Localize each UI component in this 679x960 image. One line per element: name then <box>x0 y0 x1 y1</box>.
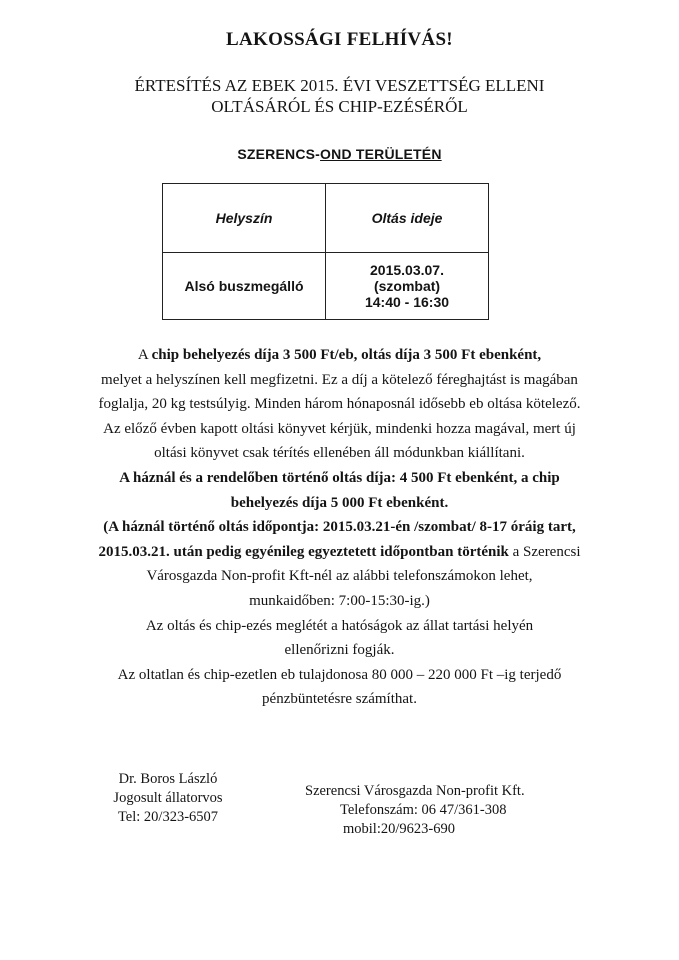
area-prefix: SZERENCS- <box>237 146 321 162</box>
notice-subtitle-line-2: OLTÁSÁRÓL ÉS CHIP-EZÉSÉRŐL <box>211 97 468 116</box>
body-line: munkaidőben: 7:00-15:30-ig.) <box>249 592 430 609</box>
org-phone: Telefonszám: 06 47/361-308 <box>340 802 507 818</box>
body-bold-text: 2015.03.21. után pedig egyénileg egyeztetett időpontban történik <box>98 543 509 560</box>
notice-body <box>0 343 679 712</box>
notice-subtitle-line-1: ÉRTESÍTÉS AZ EBEK 2015. ÉVI VESZETTSÉG ELLENI <box>134 76 545 95</box>
cell-date: 2015.03.07. <box>370 262 444 278</box>
org-name: Szerencsi Városgazda Non-profit Kft. <box>305 783 525 799</box>
body-bold-text: (A háznál történő oltás időpontja: 2015.03.21-én /szombat/ 8-17 óráig tart, <box>103 519 576 536</box>
cell-time <box>326 253 489 320</box>
signature-organization <box>305 782 585 839</box>
body-line <box>0 540 679 565</box>
table-row <box>163 253 489 320</box>
body-text: a Szerencsi <box>508 543 581 560</box>
body-bold-text: behelyezés díja 5 000 Ft ebenként. <box>230 494 449 511</box>
schedule-table <box>162 183 489 320</box>
body-line <box>0 466 679 491</box>
body-line: Városgazda Non-profit Kft-nél az alábbi telefonszámokon lehet, <box>146 568 533 585</box>
vet-phone: Tel: 20/323-6507 <box>117 809 219 825</box>
area-underlined: OND TERÜLETÉN <box>320 146 442 162</box>
body-text: A <box>137 347 152 363</box>
area-heading <box>0 146 679 162</box>
org-mobile: mobil:20/9623-690 <box>343 821 455 837</box>
body-line: melyet a helyszínen kell megfizetni. Ez a díj a kötelező féreghajtást is magában <box>101 371 578 388</box>
vet-name: Dr. Boros László <box>118 771 218 787</box>
notice-title: LAKOSSÁGI FELHÍVÁS! <box>226 29 453 50</box>
body-line: pénzbüntetésre számíthat. <box>262 691 417 708</box>
body-bold-text: chip behelyezés díja 3 500 Ft/eb, oltás díja 3 500 Ft ebenként, <box>151 347 542 363</box>
body-line: Az előző évben kapott oltási könyvet kérjük, mindenki hozza magával, mert új <box>103 420 576 437</box>
signature-veterinarian <box>98 770 238 827</box>
table-header-row <box>163 184 489 253</box>
cell-hours: 14:40 - 16:30 <box>364 294 450 310</box>
cell-location: Alsó buszmegálló <box>163 253 326 320</box>
cell-day: (szombat) <box>373 278 441 294</box>
vet-role: Jogosult állatorvos <box>113 790 223 806</box>
body-line: oltási könyvet csak térítés ellenében áll módunkban kiállítani. <box>154 445 525 462</box>
body-line <box>0 343 679 368</box>
body-line <box>0 491 679 516</box>
body-line: ellenőrizni fogják. <box>284 642 395 659</box>
header-location: Helyszín <box>163 184 326 253</box>
body-bold-text: A háznál és a rendelőben történő oltás díja: 4 500 Ft ebenként, a chip <box>119 469 560 486</box>
header-time: Oltás ideje <box>326 184 489 253</box>
body-line: Az oltatlan és chip-ezetlen eb tulajdonosa 80 000 – 220 000 Ft –ig terjedő <box>117 666 562 683</box>
body-line: Az oltás és chip-ezés meglétét a hatóságok az állat tartási helyén <box>145 617 534 634</box>
body-line: foglalja, 20 kg testsúlyig. Minden három hónaposnál idősebb eb oltása kötelező. <box>98 396 581 413</box>
body-line <box>0 515 679 540</box>
